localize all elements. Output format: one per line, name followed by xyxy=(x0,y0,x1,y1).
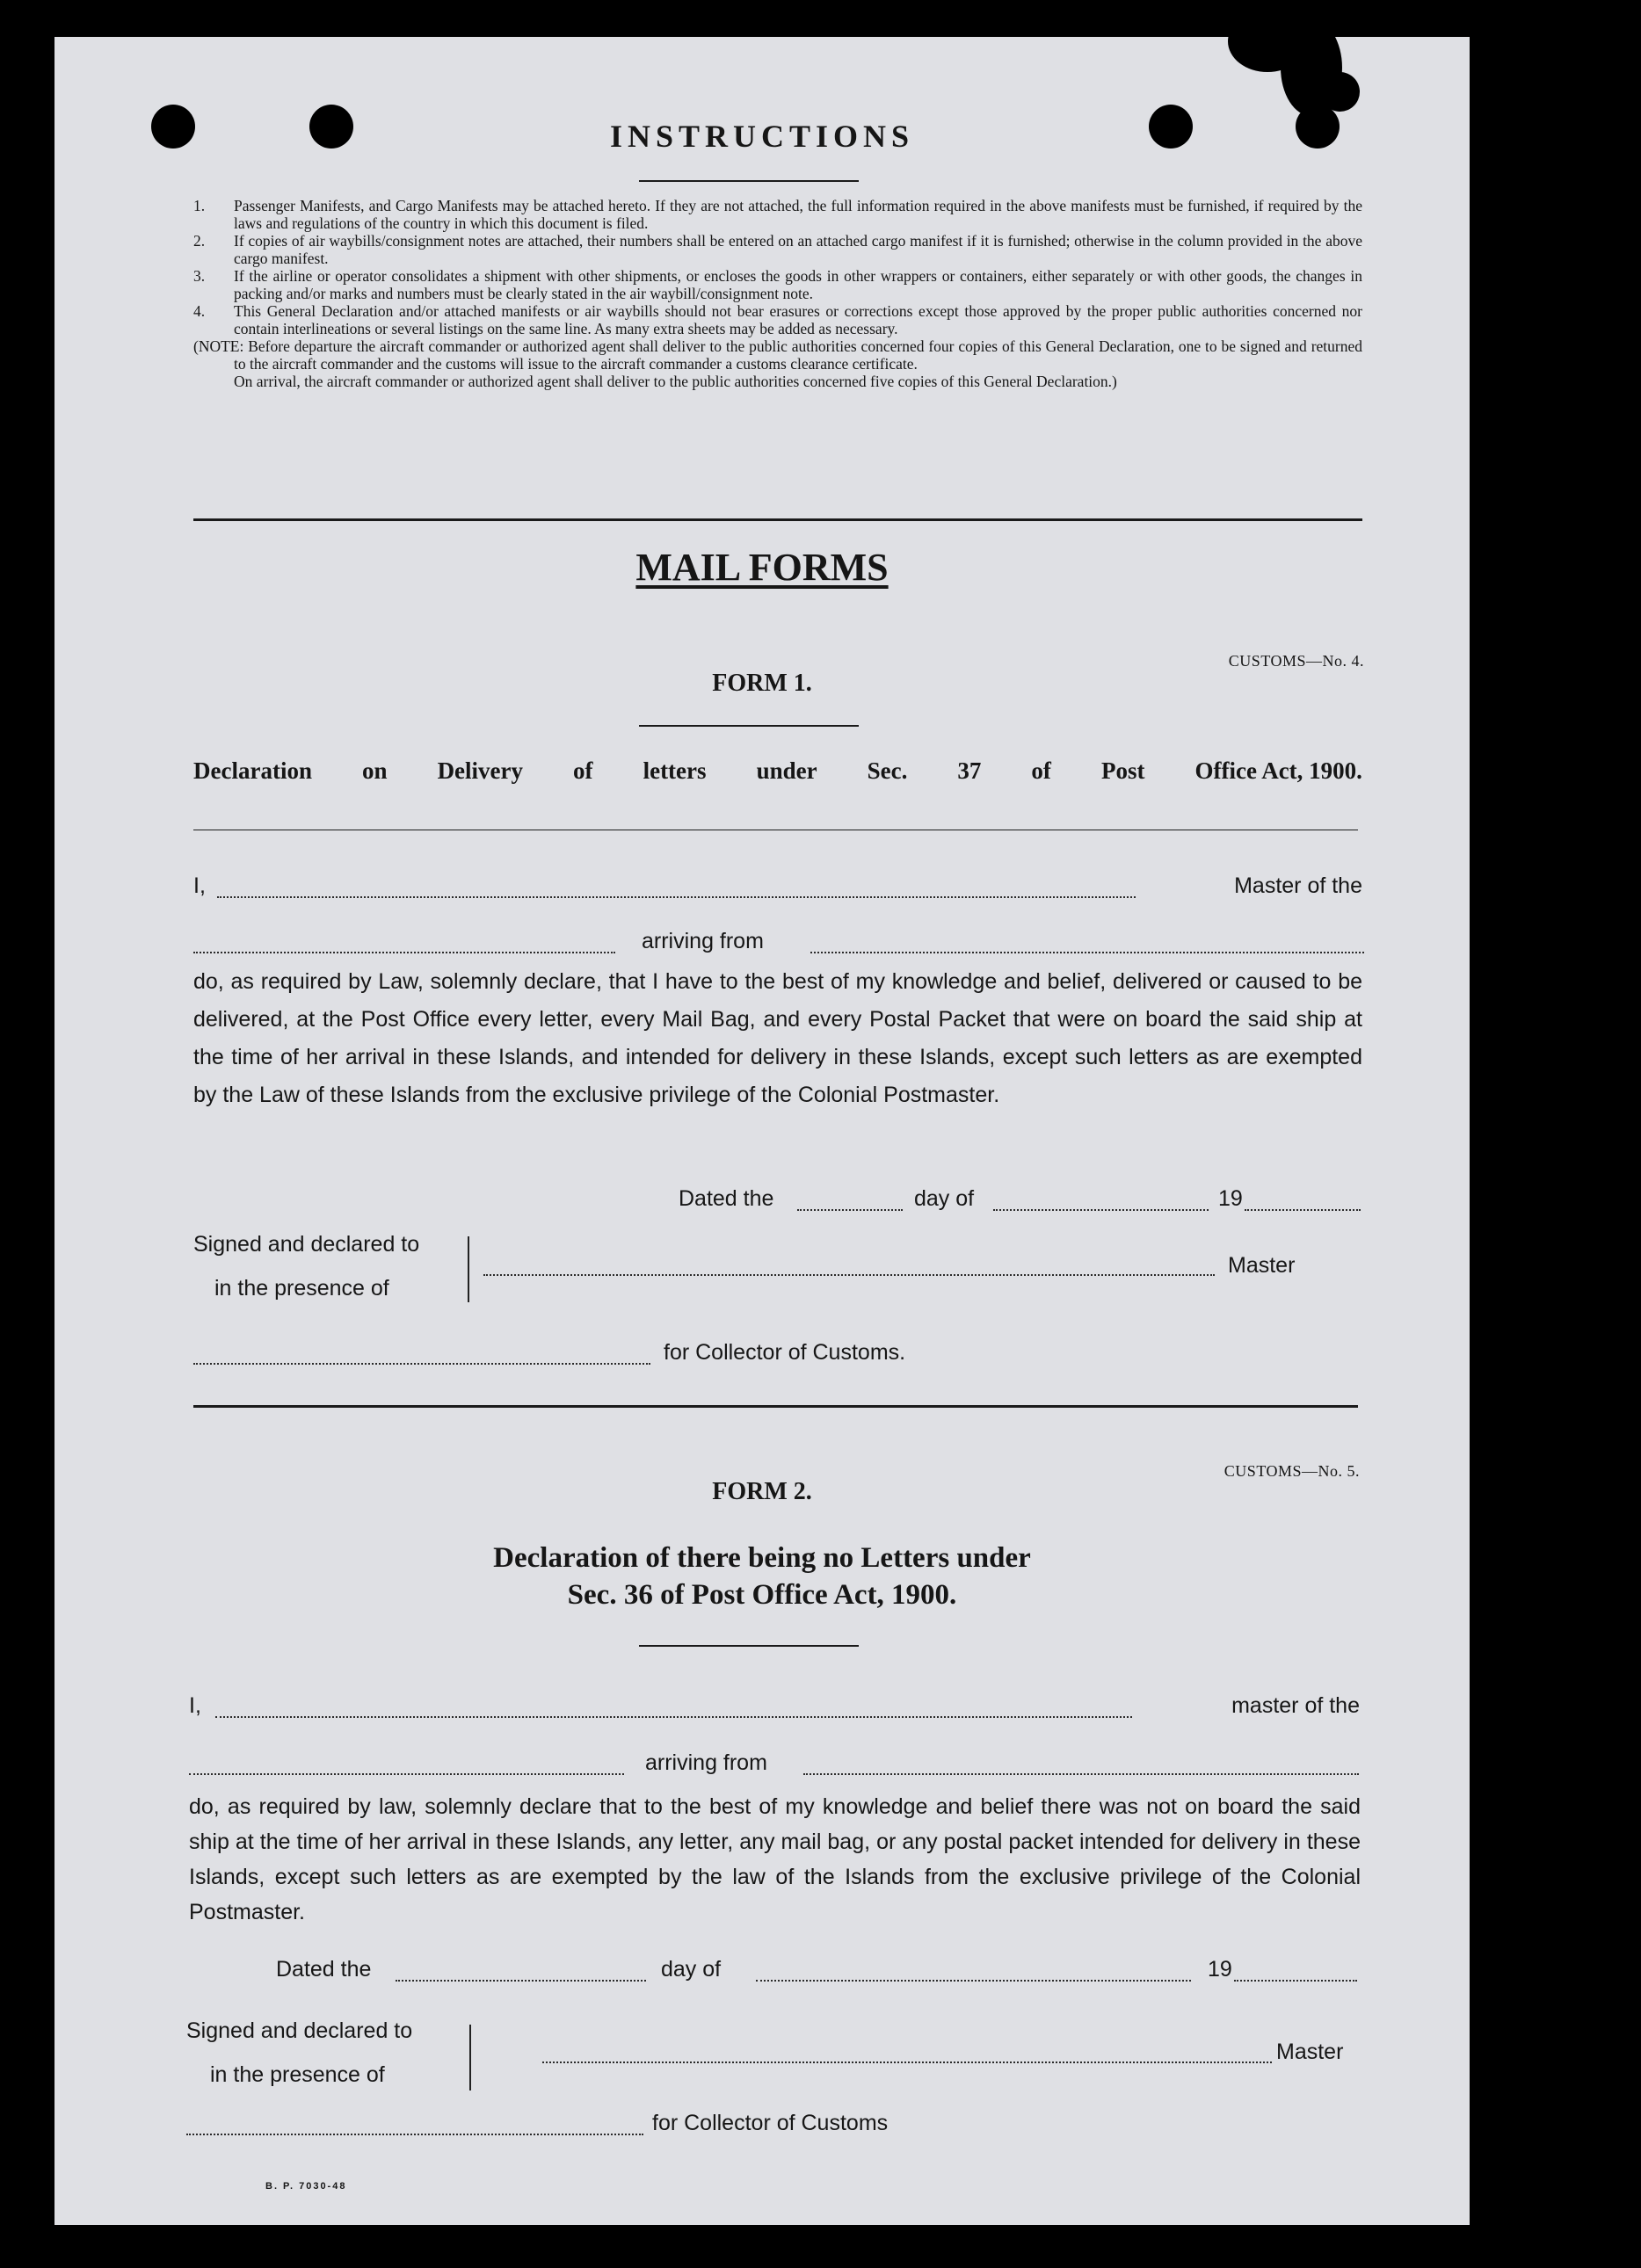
form1-year-label: 19 xyxy=(1218,1186,1243,1211)
form1-heading-word: Delivery xyxy=(437,757,524,784)
form2-master-of-label: master of the xyxy=(1231,1693,1360,1718)
form1-arriving-from-label: arriving from xyxy=(642,929,764,953)
instruction-note-arrival: On arrival, the aircraft commander or authorized agent shall deliver to the public authorities concerned five copies of this General Declaration.) xyxy=(234,373,1117,390)
form2-heading xyxy=(54,1540,1470,1613)
form2-month-blank[interactable] xyxy=(756,1980,1191,1982)
form2-master-label: Master xyxy=(1276,2040,1344,2064)
form1-day-of-label: day of xyxy=(914,1186,975,1211)
form2-day-blank[interactable] xyxy=(396,1980,646,1982)
form1-heading-word: Office Act, 1900. xyxy=(1194,757,1362,784)
form2-title: FORM 2. xyxy=(712,1478,812,1505)
form1-master-of-label: Master of the xyxy=(1234,873,1362,898)
form1-heading-word: Post xyxy=(1100,757,1145,784)
form2-master-signature-blank[interactable] xyxy=(542,2061,1272,2063)
instruction-item-2: 2. If copies of air waybills/consignment notes are attached, their numbers shall be entered on an attached cargo manifest if it is furnished; otherwise in the column provided in the above cargo manifest. xyxy=(193,232,1362,267)
document-page xyxy=(54,37,1470,2225)
form1-collector-blank[interactable] xyxy=(193,1363,650,1365)
instruction-item-1: 1. Passenger Manifests, and Cargo Manifests may be attached hereto. If they are not attached, the full information required in the above manifests must be furnished, if required by the laws and regulations of the country in which this document is filed. xyxy=(193,197,1362,232)
form2-year-blank[interactable] xyxy=(1234,1980,1357,1982)
form2-signed-label: Signed and declared to xyxy=(186,2018,413,2043)
section-divider-middle xyxy=(193,1405,1358,1408)
form1-year-blank[interactable] xyxy=(1245,1209,1361,1211)
section-divider-top xyxy=(193,518,1362,521)
form1-i-label: I, xyxy=(193,873,206,898)
instruction-item-3: 3. If the airline or operator consolidates a shipment with other shipments, or encloses the goods in other wrappers or containers, either separately or with other goods, the changes in packing and/or marks and numbers must be clearly stated in the air waybill/consignment note. xyxy=(193,267,1362,302)
form2-heading-line-2: Sec. 36 of Post Office Act, 1900. xyxy=(567,1579,957,1611)
form1-name-blank[interactable] xyxy=(217,896,1136,898)
form2-origin-blank[interactable] xyxy=(803,1773,1359,1775)
form1-heading-word: Sec. xyxy=(867,757,908,784)
instruction-item-4: 4. This General Declaration and/or attached manifests or air waybills should not bear erasures or corrections except those approved by the proper public authorities concerned nor contain interlineations or several listings on the same line. As many extra sheets may be added as necessary. xyxy=(193,302,1362,337)
form1-heading-word: on xyxy=(362,757,388,784)
form2-heading-underline xyxy=(639,1645,859,1647)
form1-heading-word: Declaration xyxy=(193,757,312,784)
form1-title: FORM 1. xyxy=(712,670,812,697)
form2-name-blank[interactable] xyxy=(215,1716,1132,1718)
form1-heading-word: of xyxy=(573,757,593,784)
form1-presence-label: in the presence of xyxy=(214,1276,389,1301)
form1-declaration-text: do, as required by Law, solemnly declare, that I have to the best of my knowledge and belief, delivered or caused to be delivered, at the Post Office every letter, every Mail Bag, and every Postal Packet that were on board the said ship at the time of her arrival in these Islands, and intended for delivery in these Islands, except such letters as are exempted by the Law of these Islands from the exclusive privilege of the Colonial Postmaster. xyxy=(193,969,1362,1107)
instructions-list xyxy=(193,197,1362,390)
print-reference: B. P. 7030-48 xyxy=(265,2181,347,2192)
form2-brace xyxy=(469,2025,471,2090)
form1-heading-word: 37 xyxy=(957,757,982,784)
form2-ship-blank[interactable] xyxy=(189,1773,624,1775)
instructions-underline xyxy=(639,180,859,182)
form2-arriving-from-label: arriving from xyxy=(645,1750,767,1775)
form1-collector-label: for Collector of Customs. xyxy=(664,1340,906,1365)
form1-heading-word: under xyxy=(756,757,817,784)
form2-presence-label: in the presence of xyxy=(210,2062,385,2087)
form2-heading-line-1: Declaration of there being no Letters under xyxy=(493,1542,1031,1574)
form1-dated-label: Dated the xyxy=(679,1186,774,1211)
form2-collector-blank[interactable] xyxy=(186,2134,643,2135)
mail-forms-heading: MAIL FORMS xyxy=(635,546,889,589)
form1-origin-blank[interactable] xyxy=(810,952,1364,953)
form1-month-blank[interactable] xyxy=(993,1209,1209,1211)
form2-year-label: 19 xyxy=(1208,1957,1232,1982)
form1-master-label: Master xyxy=(1228,1253,1296,1278)
form1-day-blank[interactable] xyxy=(797,1209,903,1211)
form1-title-underline xyxy=(639,725,859,727)
form1-heading-word: of xyxy=(1031,757,1051,784)
form1-signed-label: Signed and declared to xyxy=(193,1232,420,1257)
form2-customs-number: CUSTOMS—No. 5. xyxy=(1223,1462,1360,1480)
form2-declaration-text: do, as required by law, solemnly declare that to the best of my knowledge and belief there was not on board the said ship at the time of her arrival in these Islands, any letter, any mail bag, or any postal packet intended for delivery in these Islands, except such letters as are exempted by the law of the Islands from the exclusive privilege of the Colonial Postmaster. xyxy=(189,1794,1361,1924)
instructions-heading: INSTRUCTIONS xyxy=(609,119,915,154)
form2-day-of-label: day of xyxy=(661,1957,722,1982)
instruction-note: (NOTE: Before departure the aircraft commander or authorized agent shall deliver to the public authorities concerned four copies of this General Declaration, one to be signed and returned to the aircraft commander and the customs will issue to the aircraft commander a customs clearance certificate. xyxy=(193,337,1362,373)
form1-ship-blank[interactable] xyxy=(193,952,615,953)
form1-master-signature-blank[interactable] xyxy=(483,1274,1215,1276)
form2-dated-label: Dated the xyxy=(276,1957,372,1982)
form2-collector-label: for Collector of Customs xyxy=(652,2111,889,2135)
form1-heading xyxy=(193,757,1362,785)
form1-customs-number: CUSTOMS—No. 4. xyxy=(1228,652,1364,670)
form1-heading-word: letters xyxy=(643,757,707,784)
form2-i-label: I, xyxy=(189,1693,201,1718)
form1-brace xyxy=(468,1236,469,1302)
